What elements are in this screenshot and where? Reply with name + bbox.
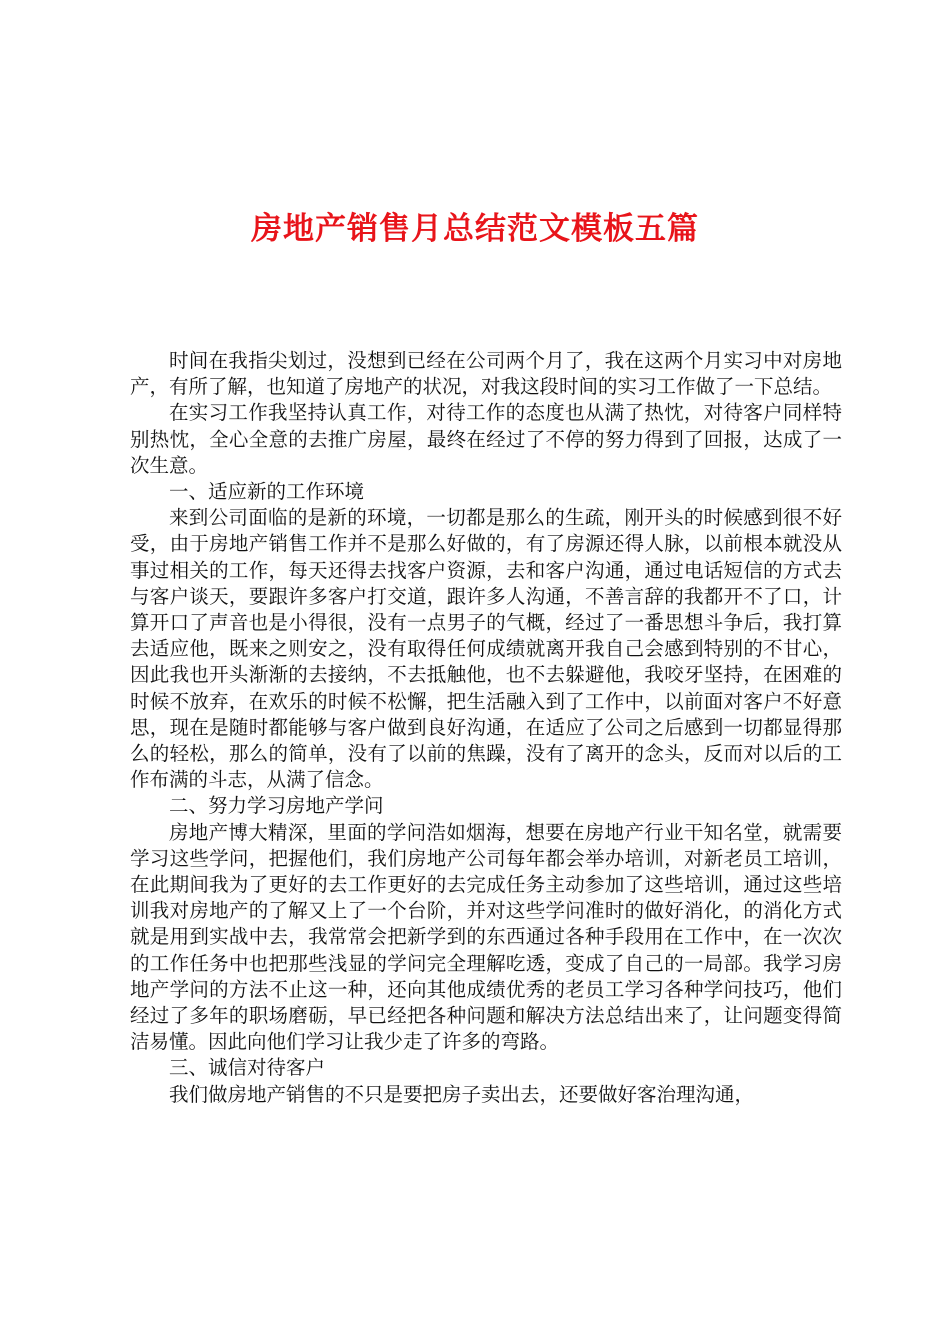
section-heading-3: 三、诚信对待客户: [169, 1056, 326, 1080]
paragraph-environment: 来到公司面临的是新的环境，一切都是那么的生疏，刚开头的时候感到很不好受，由于房地产销售工作并不是那么好做的，有了房源还得人脉，以前根本就没从事过相关的工作，每天还得去找客户资源，去和客户沟通，通过电话短信的方式去与客户谈天，要跟许多客户打交道，跟许多人沟通，不善言辞的我都开不了口，计算开口了声音也是小得很，没有一点男子的气概，经过了一番思想斗争后，我打算去适应他，既来之则安之，没有取得任何成绩就离开我自己会感到特别的不甘心，因此我也开头渐渐的去接纳，不去抵触他，也不去躲避他，我咬牙坚持，在困难的时候不放弃，在欢乐的时候不松懈，把生活融入到了工作中，以前面对客户不好意思，现在是随时都能够与客户做到良好沟通，在适应了公司之后感到一切都显得那么的轻松，那么的简单，没有了以前的焦躁，没有了离开的念头，反而对以后的工作布满的斗志，从满了信念。: [130, 506, 842, 792]
document-title: 房地产销售月总结范文模板五篇: [251, 211, 699, 247]
document-body: [130, 348, 842, 1108]
paragraph-intro: 时间在我指尖划过，没想到已经在公司两个月了，我在这两个月实习中对房地产，有所了解，也知道了房地产的状况，对我这段时间的实习工作做了一下总结。: [130, 349, 842, 399]
paragraph-honesty: 我们做房地产销售的不只是要把房子卖出去，还要做好客治理沟通，: [169, 1082, 755, 1106]
section-heading-2: 二、努力学习房地产学问: [169, 794, 384, 818]
section-heading-1: 一、适应新的工作环境: [169, 480, 365, 504]
paragraph-practice: 在实习工作我坚持认真工作，对待工作的态度也从满了热忱，对待客户同样特别热忱，全心全意的去推广房屋，最终在经过了不停的努力得到了回报，达成了一次生意。: [130, 401, 842, 477]
paragraph-learning: 房地产博大精深，里面的学问浩如烟海，想要在房地产行业干知名堂，就需要学习这些学问，把握他们，我们房地产公司每年都会举办培训，对新老员工培训，在此期间我为了更好的去工作更好的去完成任务主动参加了这些培训，通过这些培训我对房地产的了解又上了一个台阶，并对这些学问准时的做好消化，的消化方式就是用到实战中去，我常常会把新学到的东西通过各种手段用在工作中，在一次次的工作任务中也把那些浅显的学问完全理解吃透，变成了自己的一局部。我学习房地产学问的方法不止这一种，还向其他成绩优秀的老员工学习各种学问技巧，他们经过了多年的职场磨砺，早已经把各种问题和解决方法总结出来了，让问题变得简洁易懂。因此向他们学习让我少走了许多的弯路。: [130, 820, 842, 1054]
